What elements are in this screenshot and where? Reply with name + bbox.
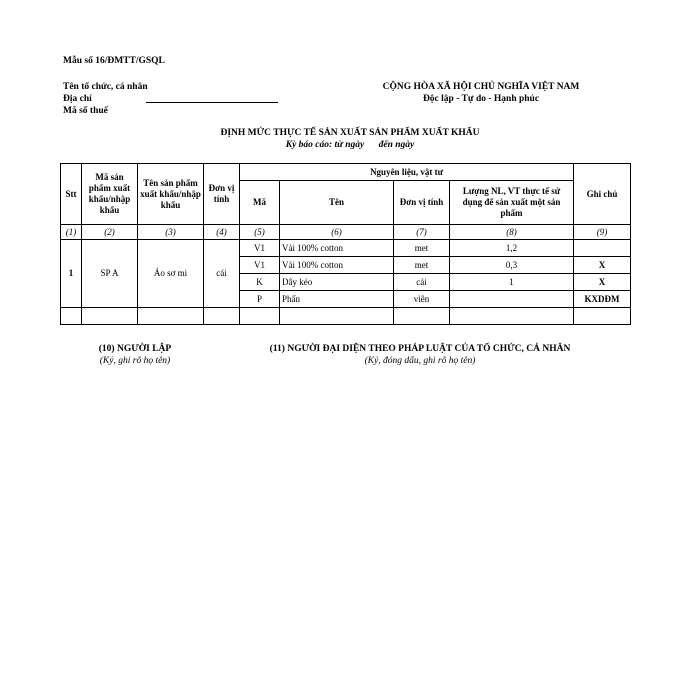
material-code: V1 (240, 240, 280, 257)
material-note: KXDĐM (574, 291, 631, 308)
organization-info (63, 81, 148, 117)
product-stt: 1 (61, 240, 82, 308)
material-unit: met (394, 257, 450, 274)
column-index: (7) (394, 225, 450, 240)
material-quantity: 1 (450, 274, 574, 291)
period-from-label: Kỳ báo cáo: từ ngày (285, 140, 365, 150)
material-unit: met (394, 240, 450, 257)
preparer-title: (10) NGƯỜI LẬP (98, 344, 172, 354)
tax-code-label: Mã số thuế (63, 106, 108, 116)
header-material-name: Tên (280, 181, 394, 225)
column-index: (8) (450, 225, 574, 240)
header-stt: Stt (61, 164, 82, 225)
table-row (61, 240, 631, 257)
material-quantity: 1,2 (450, 240, 574, 257)
representative-signature (230, 343, 610, 367)
document-title: ĐỊNH MỨC THỰC TẾ SẢN XUẤT SẢN PHẨM XUẤT KHẨU (220, 128, 480, 138)
product-unit: cái (204, 240, 240, 308)
material-code: P (240, 291, 280, 308)
material-note: X (574, 257, 631, 274)
header-note: Ghi chú (574, 164, 631, 225)
column-index: (5) (240, 225, 280, 240)
material-code: V1 (240, 257, 280, 274)
header-unit: Đơn vị tính (204, 164, 240, 225)
material-name: Vải 100% cotton (280, 257, 394, 274)
column-index: (1) (61, 225, 82, 240)
material-name: Dây kéo (280, 274, 394, 291)
product-name: Áo sơ mi (138, 240, 204, 308)
column-index: (3) (138, 225, 204, 240)
address-label: Địa chỉ (63, 94, 92, 104)
empty-table-row (61, 308, 631, 325)
header-material-code: Mã (240, 181, 280, 225)
national-header (350, 81, 612, 105)
period-to-label: đến ngày (378, 140, 415, 150)
material-unit: cái (394, 274, 450, 291)
column-index: (9) (574, 225, 631, 240)
material-code: K (240, 274, 280, 291)
column-index: (4) (204, 225, 240, 240)
material-name: Phấn (280, 291, 394, 308)
form-code: Mẫu số 16/ĐMTT/GSQL (63, 56, 165, 66)
org-name-label: Tên tổ chức, cá nhân (63, 82, 148, 92)
header-product-code: Mã sản phẩm xuất khẩu/nhập khẩu (82, 164, 138, 225)
material-name: Vải 100% cotton (280, 240, 394, 257)
column-index: (6) (280, 225, 394, 240)
material-unit: viên (394, 291, 450, 308)
norm-table (60, 163, 631, 325)
address-underline (146, 102, 278, 103)
header-product-name: Tên sản phẩm xuất khẩu/nhập khẩu (138, 164, 204, 225)
material-note: X (574, 274, 631, 291)
header-material-unit: Đơn vị tính (394, 181, 450, 225)
preparer-signature (70, 343, 200, 367)
product-code: SP A (82, 240, 138, 308)
representative-title: (11) NGƯỜI ĐẠI DIỆN THEO PHÁP LUẬT CỦA TỔ CHỨC, CÁ NHÂN (269, 344, 571, 354)
representative-note: (Ký, đóng dấu, ghi rõ họ tên) (364, 356, 476, 366)
column-index-row (61, 225, 631, 240)
preparer-note: (Ký, ghi rõ họ tên) (99, 356, 171, 366)
header-materials-group: Nguyên liệu, vật tư (240, 164, 574, 181)
column-index: (2) (82, 225, 138, 240)
material-note (574, 240, 631, 257)
motto: Độc lập - Tự do - Hạnh phúc (422, 94, 540, 104)
nation-name: CỘNG HÒA XÃ HỘI CHỦ NGHĨA VIỆT NAM (382, 82, 580, 92)
material-quantity (450, 291, 574, 308)
material-quantity: 0,3 (450, 257, 574, 274)
header-material-quantity: Lượng NL, VT thực tế sử dụng để sản xuất một sản phẩm (450, 181, 574, 225)
report-period (0, 140, 700, 150)
